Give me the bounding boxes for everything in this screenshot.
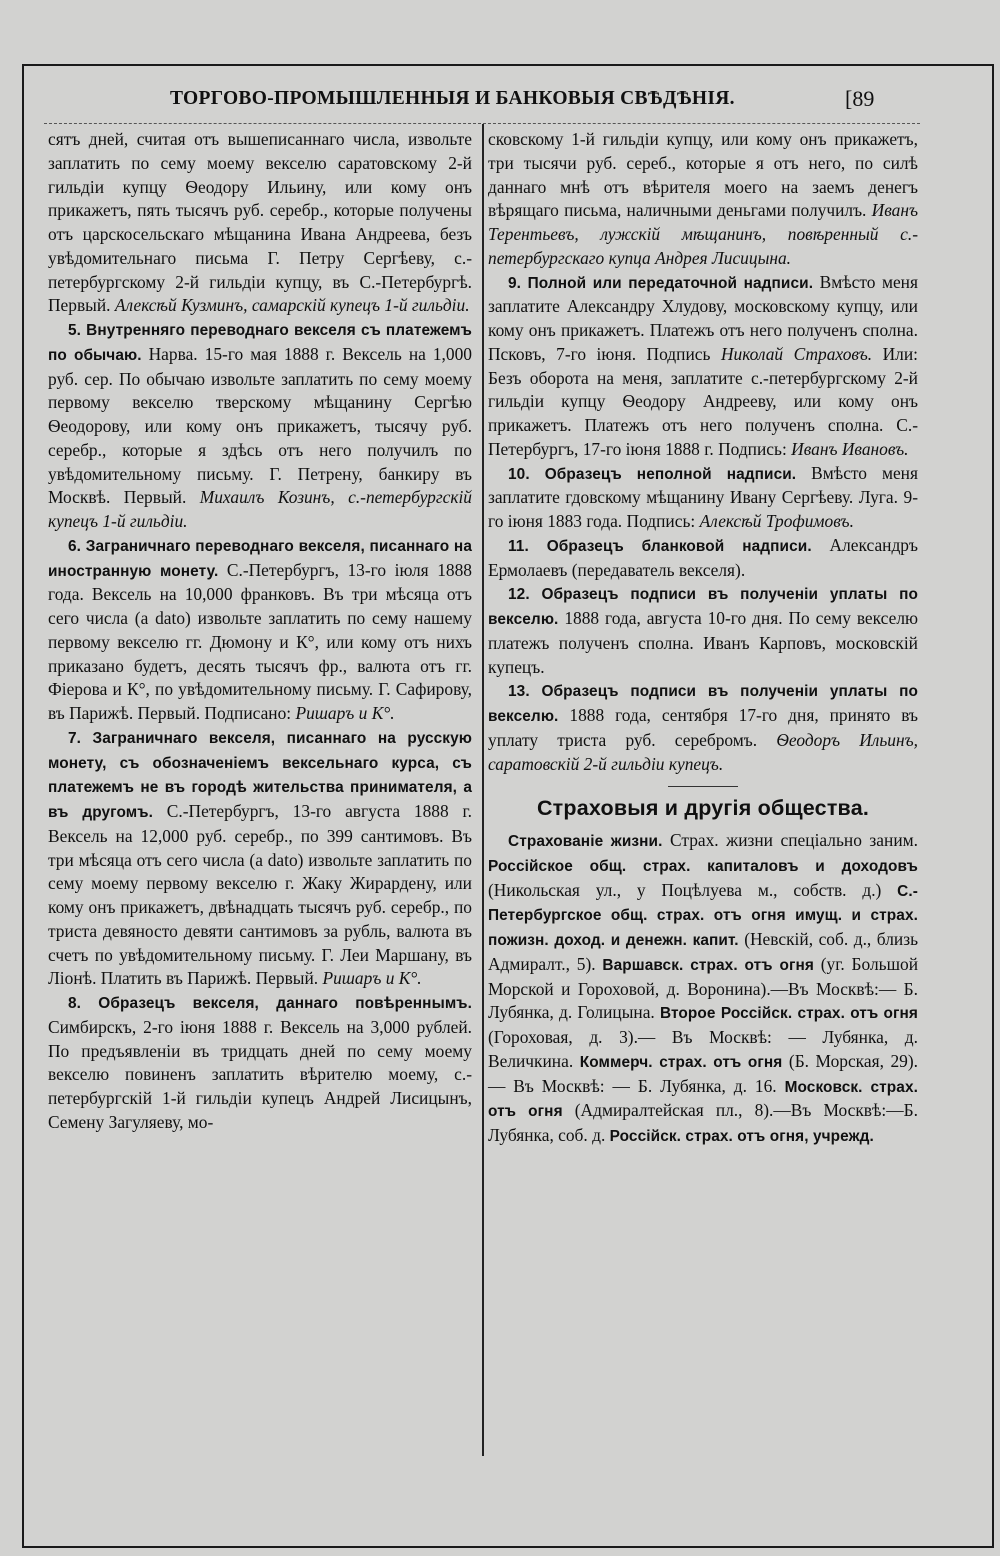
text-run: (Никольская ул., у Поцѣлуева м., собств. д.) — [488, 879, 898, 900]
text-run: (уг. Большой Морской и Гороховой, д. Воронина).—Въ Москвѣ:— Б. Лубянка, д. Голицына. — [488, 953, 919, 1023]
right-column — [488, 128, 918, 1149]
bold-run: Россійск. страх. отъ огня, учрежд. — [609, 1128, 874, 1145]
italic-run: Алексѣй Кузминъ, самарскій купецъ 1-й гильдіи. — [114, 295, 470, 316]
bold-run: Варшавск. страх. отъ огня — [602, 956, 814, 974]
text-run: Или: Безъ оборота на меня, заплатите с.-петербургскому 2-й гильдіи купцу Ѳеодору Андрееву, или кому онъ прикажетъ. Платежъ отъ него полученъ сполна. С.-Петербургъ, 17-го іюня 1888 г. Подпись: — [488, 343, 918, 459]
text-run: (Гороховая, д. 3).— Въ Москвѣ: — Лубянка, д. Величкина. — [488, 1027, 918, 1071]
paragraph — [48, 534, 472, 726]
paragraph — [488, 271, 918, 462]
bold-run: Россійское общ. страх. капиталовъ и доходовъ — [488, 857, 918, 875]
text-run: 1888 года, августа 10-го дня. По сему векселю платежъ полученъ сполна. Иванъ Карповъ, московскій купецъ. — [488, 608, 918, 677]
bold-run: 11. Образецъ бланковой надписи. — [508, 537, 812, 555]
text-run: Нарва. 15-го мая 1888 г. Вексель на 1,000 руб. сер. По обычаю извольте заплатить по сему моему первому векселю тверскому мѣщанину Сергѣю Ѳеодорову, или кому онъ прикажетъ, тысячу руб. серебр., которые я здѣсь отъ него получилъ по увѣдомительному письму. Г. Петрену, банкиру въ Москвѣ. Первый. — [48, 343, 472, 508]
paragraph — [48, 991, 472, 1135]
italic-run: Иванъ Терентьевъ, лужскій мѣщанинъ, повѣренный с.-петербургскаго купца Андрея Лисицына. — [488, 200, 918, 268]
section-title: Страховыя и другія общества. — [536, 796, 870, 821]
text-run: сковскому 1-й гильдіи купцу, или кому онъ прикажетъ, три тысячи руб. сереб., которые я отъ него, по силѣ даннаго мнѣ отъ вѣрителя моего на заемъ денегъ вѣрящаго письма, наличными деньгами получилъ. — [488, 129, 918, 221]
bold-run: 5. Внутренняго переводнаго векселя съ платежемъ по обычаю. — [48, 322, 472, 364]
paragraph — [488, 534, 918, 583]
paragraph — [488, 582, 918, 679]
bold-run: 7. Заграничнаго векселя, писаннаго на русскую монету, съ обозначеніемъ вексельнаго курса, съ платежемъ не въ городѣ жительства принимателя, а въ другомъ. — [48, 729, 472, 821]
page-number: [89 — [845, 86, 875, 111]
text-run: (Невскій, соб. д., близь Адмиралт., 5). — [488, 929, 918, 974]
text-run: Вмѣсто меня заплатите гдовскому мѣщанину Ивану Сергѣеву. Луга. 9-го іюня 1883 года. Подпись: — [488, 462, 918, 531]
text-run: С.-Петербургъ, 13-го іюля 1888 года. Вексель на 10,000 франковъ. Въ три мѣсяца отъ сего числа (a dato) извольте заплатить по сему нашему первому векселю гг. Дюмону и К°, или кому отъ нихъ приказано будетъ, десять тысячъ фр., валюта отъ гг. Фіерова и К°, по увѣдомительному письму. Г. Сафирову, въ Парижѣ. Первый. Подписано: — [48, 559, 472, 723]
italic-run: Иванъ Ивановъ. — [791, 438, 909, 459]
text-run: 1888 года, сентября 17-го дня, принято въ уплату триста руб. серебромъ. — [488, 705, 918, 750]
bold-run: С.-Петербургское общ. страх. отъ огня имущ. и страх. пожизн. доход. и денежн. капит. — [488, 882, 918, 949]
column-rule — [482, 124, 484, 1456]
bold-run: 6. Заграничнаго переводнаго векселя, писаннаго на иностранную монету. — [48, 537, 472, 580]
text-run: Александръ Ермолаевъ (передаватель векселя). — [488, 534, 918, 580]
bold-run: 8. Образецъ векселя, даннаго повѣреннымъ. — [68, 995, 472, 1012]
paragraph — [488, 128, 918, 271]
bold-run: Страхованіе жизни. — [508, 833, 663, 850]
running-header: ТОРГОВО-ПРОМЫШЛЕННЫЯ И БАНКОВЫЯ СВѢДѢНІЯ. — [170, 88, 735, 109]
text-run: Симбирскъ, 2-го іюня 1888 г. Вексель на 3,000 рублей. По предъявленіи въ тридцать дней по сему моему векселю повиненъ заплатить вѣрителю моему, с.-петербургскій 1-й гильдіи купецъ Андрей Лисицынъ, Семену Загуляеву, мо- — [48, 1016, 472, 1132]
bold-run: 12. Образецъ подписи въ полученіи уплаты по векселю. — [488, 586, 918, 628]
bold-run: Второе Россійск. страх. отъ огня — [659, 1005, 918, 1023]
paragraph — [48, 318, 472, 534]
section-paragraphs — [488, 829, 918, 1149]
italic-run: Михаилъ Козинъ, с.-петербургскій купецъ 1-й гильдіи. — [48, 487, 472, 531]
italic-run: Алексѣй Трофимовъ. — [699, 511, 854, 531]
paragraph — [488, 829, 918, 1149]
italic-run: Ришаръ и К°. — [322, 968, 422, 989]
text-run: С.-Петербургъ, 13-го августа 1888 г. Вексель на 12,000 руб. серебр., по 399 сантимовъ. Въ три мѣсяца отъ сего числа (a dato) извольте заплатить по сему моему первому векселю г. Жаку Жирардену, или кому онъ прикажетъ, двѣнадцать тысячъ руб. серебр., по триста девяносто девяти сантимовъ за рубль, валюта въ счетъ по увѣдомительному письму. Г. Леи Маршану, въ Ліонѣ. Платить въ Парижѣ. Первый. — [48, 801, 473, 989]
bold-run: 10. Образецъ неполной надписи. — [508, 465, 797, 483]
paragraph — [48, 128, 472, 318]
text-run: (Адмиралтейская пл., 8).—Въ Москвѣ:—Б. Лубянка, соб. д. — [488, 1100, 918, 1145]
paragraph — [488, 679, 918, 776]
right-column-paragraphs — [488, 128, 918, 776]
text-run: Вмѣсто меня заплатите Александру Хлудову, московскому купцу, или кому онъ прикажетъ. Платежъ отъ него полученъ сполна. Псковъ, 7-го іюня. Подпись — [488, 271, 918, 364]
bold-run: 13. Образецъ подписи въ полученіи уплаты по векселю. — [488, 683, 918, 725]
text-run: (Б. Морская, 29). — Въ Москвѣ: — Б. Лубянка, д. 16. — [488, 1050, 918, 1096]
bold-run: 9. Полной или передаточной надписи. — [508, 274, 814, 292]
text-run: сятъ дней, считая отъ вышеписаннаго числа, извольте заплатить по сему моему векселю саратовскому 2-й гильдіи купцу Ѳеодору Ильину, или кому онъ прикажетъ, пять тысячъ руб. серебр., которые получены отъ царскосельскаго мѣщанина Ивана Андреева, безъ увѣдомительнаго письма Г. Петру Сергѣеву, с.-петербургскому 2-й гильдіи купцу, въ С.-Петербургѣ. Первый. — [48, 129, 472, 316]
paragraph — [488, 462, 918, 534]
text-run: Страх. жизни спеціально заним. — [662, 830, 918, 850]
paragraph — [48, 726, 472, 991]
italic-run: Ришаръ и К°. — [295, 703, 395, 723]
italic-run: Николай Страховъ. — [720, 343, 873, 364]
italic-run: Ѳеодоръ Ильинъ, саратовскій 2-й гильдіи купецъ. — [488, 729, 918, 774]
bold-run: Коммерч. страх. отъ огня — [579, 1053, 783, 1071]
left-column — [48, 128, 472, 1135]
section-divider — [668, 786, 738, 787]
bold-run: Московск. страх. отъ огня — [488, 1078, 918, 1121]
